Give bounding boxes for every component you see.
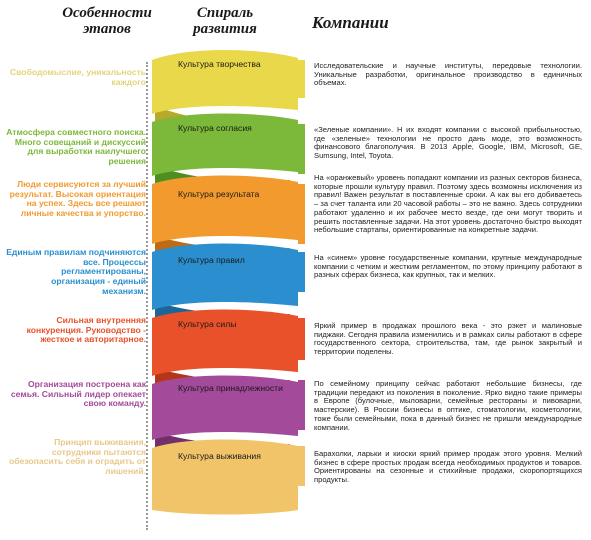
feature-text-consent: Атмосфера совместного поиска. Много совещаний и дискуссий для выработки наилучшего решения <box>6 127 146 166</box>
color-bar-rules <box>298 252 305 292</box>
dotted-divider <box>146 62 148 530</box>
color-bar-result <box>298 184 305 244</box>
color-bar-belonging <box>298 380 305 430</box>
company-desc-rules: На «синем» уровне государственные компании, крупные международные компании с четким и жестким регламентом, по этому принципу работают в разных сферах бизнеса, как крупных, так и мелких. <box>314 253 582 280</box>
color-bar-power <box>298 318 305 360</box>
spiral-band-rules <box>152 244 298 311</box>
feature-text-survival: Принцип выживания, сотрудники пытаются обезопасить себя и оградить от лишений. <box>9 437 146 476</box>
company-desc-result: На «оранжевый» уровень попадают компании из разных секторов бизнеса, которые прошли культуру правил. Поэтому здесь возможны исключения из правил! Важен результат в поставленные сроки. А как вы его добиваетесь – за счет таланта или 20 часовой работы – это не важно. Здесь сотрудники работают удаленно и их рабочее место везде, где они могут творить и решить поставленные задачи. На этот уровень достаточно быстро выходят небольшие стартапы, ориентированные на конкретные задачи. <box>314 173 582 235</box>
culture-label-power: Культура силы <box>178 319 237 329</box>
color-bar-creativity <box>298 60 305 98</box>
feature-text-power: Сильная внутренняя конкуренция. Руководство - жесткое и авторитарное. <box>26 315 146 345</box>
culture-label-result: Культура результата <box>178 189 260 199</box>
companies-header: Компании <box>312 13 389 32</box>
company-desc-power: Яркий пример в продажах прошлого века - это рэкет и малиновые пиджаки. Сегодня правила изменились и в рамках силы работают в сфере государственного сектора, строительства, там, где рынок закрытый и территории поделены. <box>314 321 582 357</box>
spiral-band-result <box>152 176 298 245</box>
features-header: Особенности этапов <box>62 5 152 37</box>
color-bar-consent <box>298 124 305 174</box>
company-desc-creativity: Исследовательские и научные институты, передовые технологии. Уникальные разработки, оригинальное производство в единичных объемах. <box>314 61 582 88</box>
company-desc-survival: Барахолки, ларьки и киоски яркий пример продаж этого уровня. Мелкий бизнес в сфере простых продаж всегда необходимых продуктов и товаров. Ориентированы на сезонные и стихийные продажи, скоропортящихся продукты. <box>314 449 582 485</box>
feature-text-belonging: Организация построена как семья. Сильный лидер опекает свою команду. <box>10 379 146 409</box>
feature-text-result: Люди сервисуются за лучший результат. Высокая ориентация на успех. Здесь все решают личные качества и упорство. <box>9 179 146 218</box>
company-desc-belonging: По семейному принципу сейчас работают небольшие бизнесы, где традиции передают из поколения в поколение. Ярко видно такие примеры в Европе (булочные, мыловарни, семейные рестораны и пивоварни, мастерские). В России бизнесы в оптике, стоматологии, косметологии, тоже были семейными, пока в данный бизнес не пришли международные компании. <box>314 379 582 432</box>
color-bar-survival <box>298 446 305 486</box>
culture-label-consent: Культура согласия <box>178 123 252 133</box>
company-desc-consent: «Зеленые компании». Н их входят компании с высокой прибыльностью, где «зеленые» технологии не просто дань моде, это возможность финансового благополучия. В 2013 Apple, Google, IBM, Microsoft, GE, Sumsung, Intel, Toyota. <box>314 125 582 161</box>
development-spiral <box>150 40 300 540</box>
culture-label-survival: Культура выживания <box>178 451 261 461</box>
feature-text-rules: Единым правилам подчиняются все. Процессы регламентированы, организация - единый механизм. <box>6 247 146 296</box>
culture-label-rules: Культура правил <box>178 255 245 265</box>
spiral-header: Спираль развития <box>193 5 257 37</box>
feature-text-creativity: Свободомыслие, уникальность каждого <box>9 67 146 87</box>
culture-label-belonging: Культура принадлежности <box>178 383 283 393</box>
culture-label-creativity: Культура творчества <box>178 59 261 69</box>
